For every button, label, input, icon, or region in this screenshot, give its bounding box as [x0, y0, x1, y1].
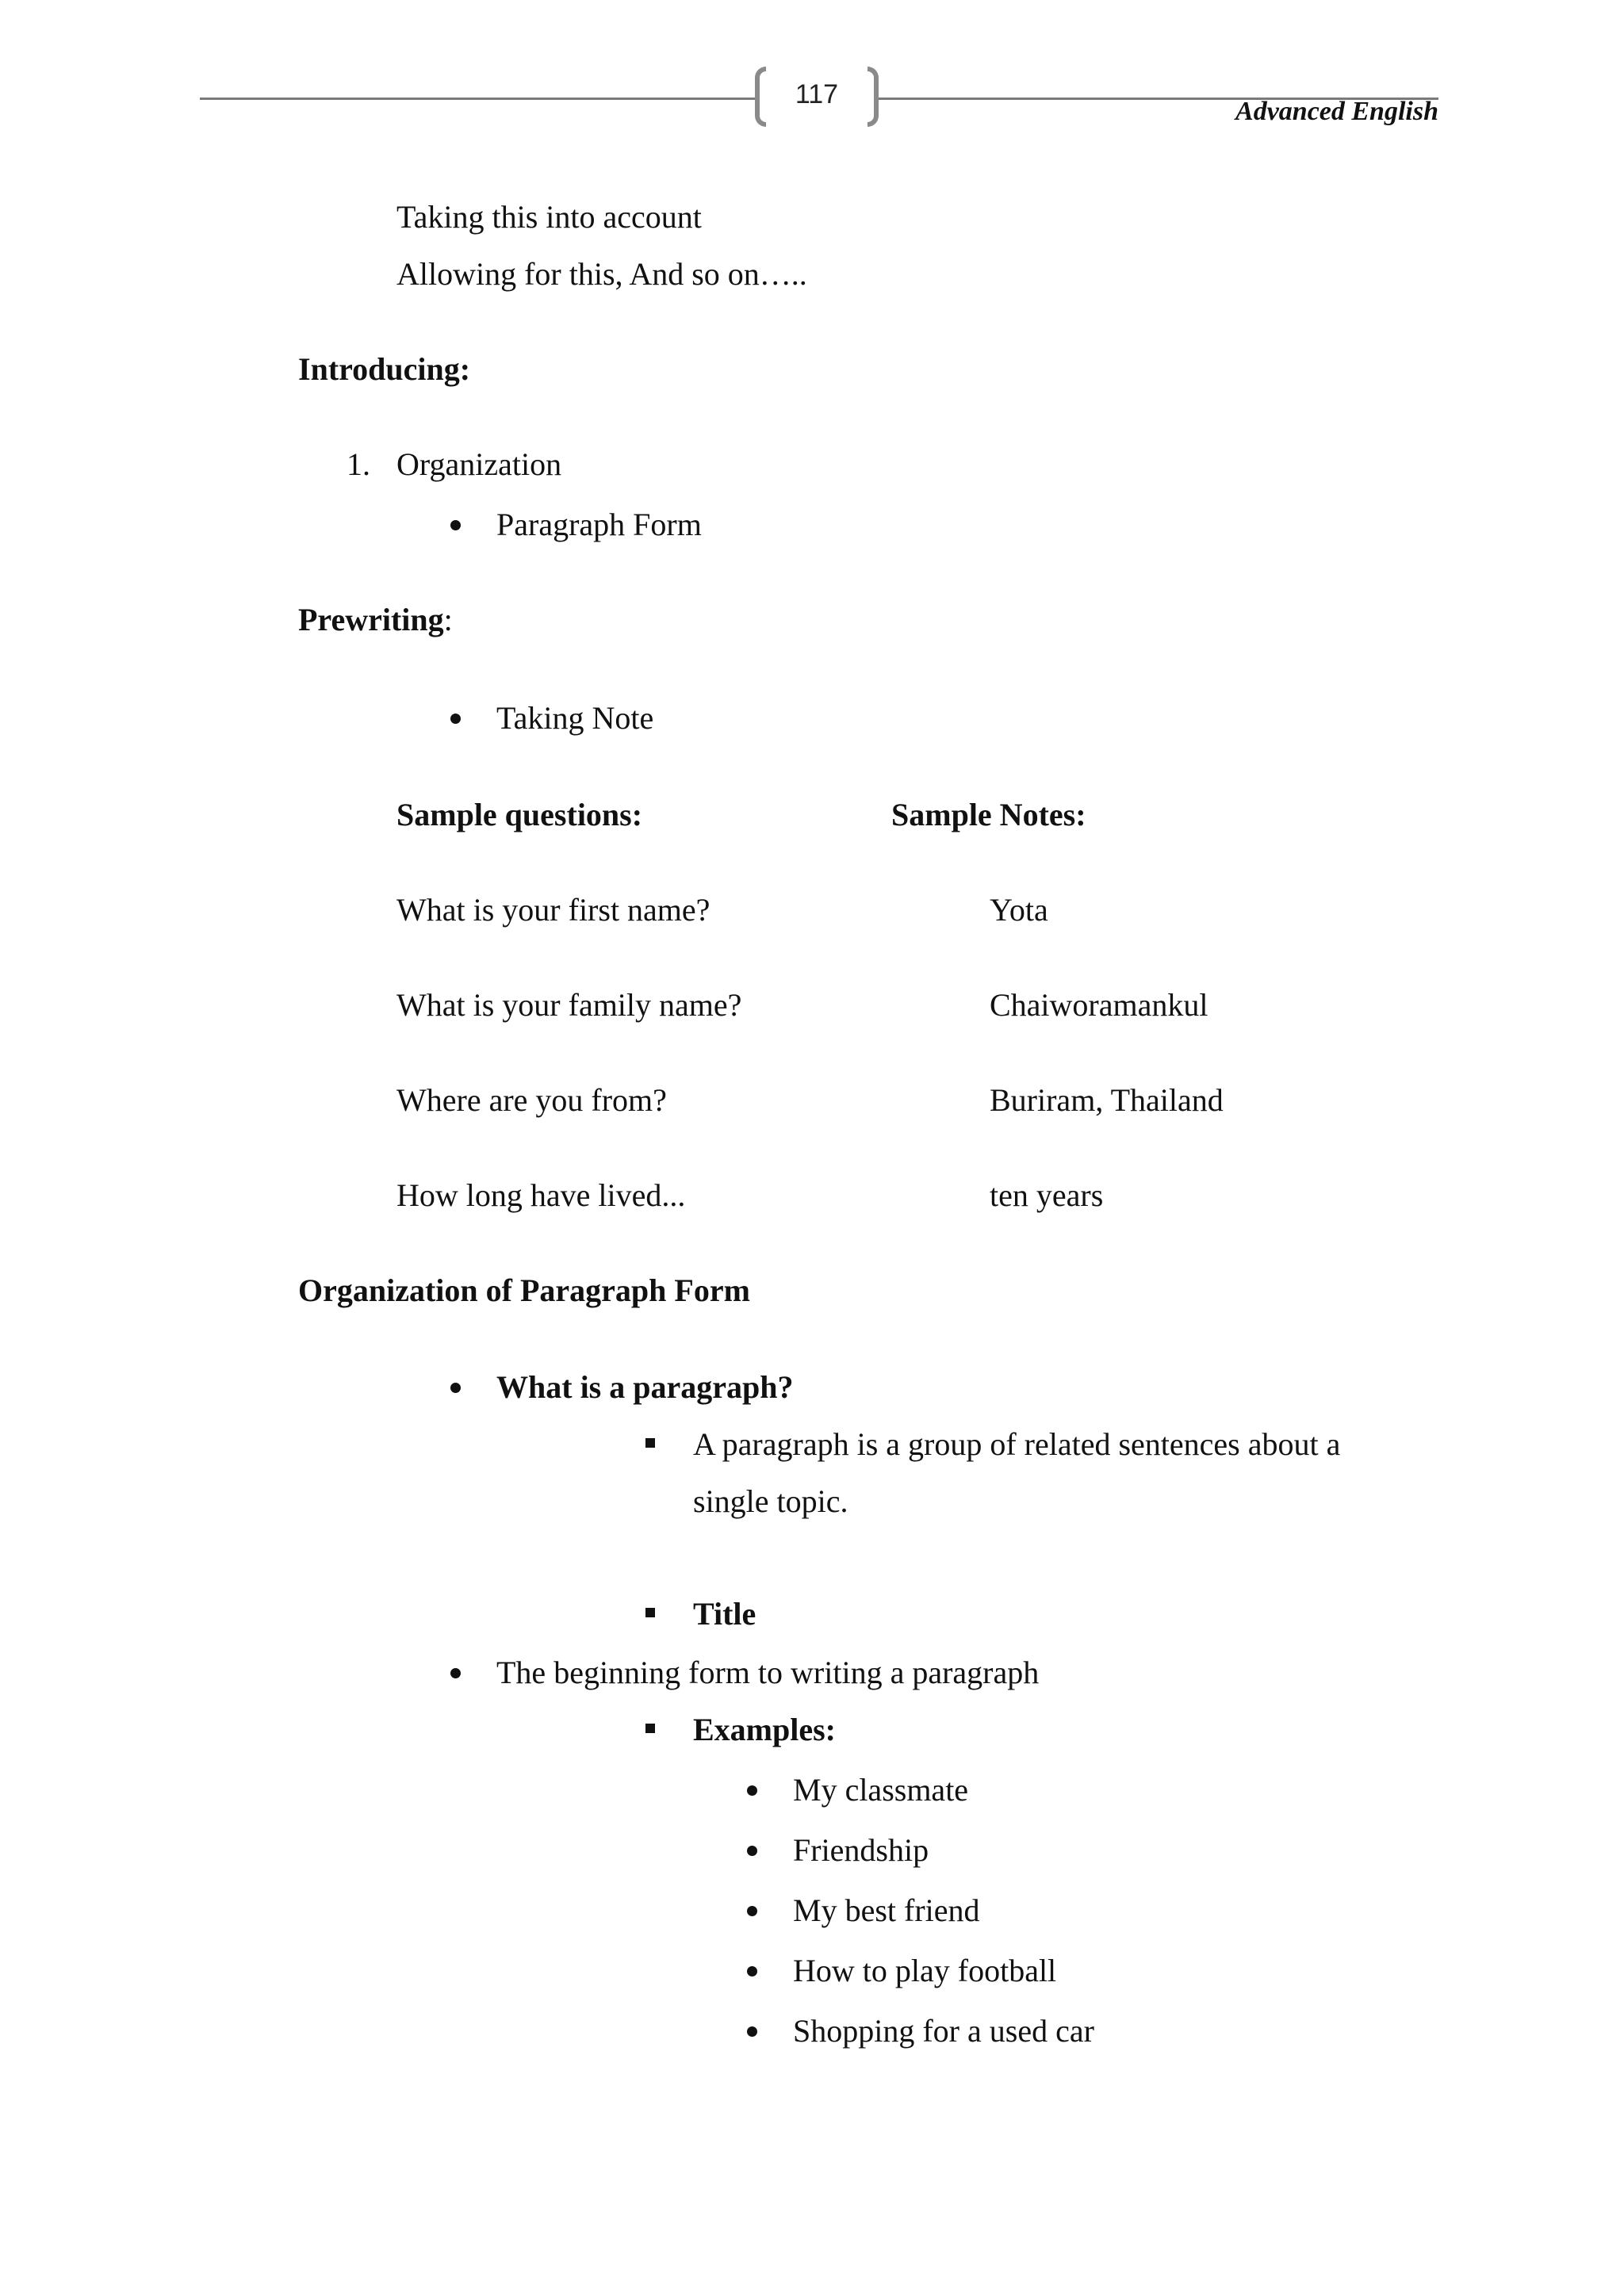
prewriting-heading: [298, 604, 453, 636]
example-item: Shopping for a used car: [793, 2013, 1094, 2049]
sample-note: Yota: [990, 892, 1048, 928]
paragraph-form-item: Paragraph Form: [496, 507, 702, 542]
example-item: Friendship: [793, 1832, 929, 1868]
example-item: My best friend: [793, 1892, 980, 1928]
organization-heading: Organization of Paragraph Form: [298, 1272, 750, 1308]
example-item: How to play football: [793, 1953, 1057, 1988]
bullet-icon: [747, 1966, 757, 1976]
bullet-icon: [450, 1383, 461, 1393]
page-number: 117: [795, 79, 839, 109]
what-is-paragraph: What is a paragraph?: [496, 1369, 794, 1405]
sample-question: How long have lived...: [396, 1177, 686, 1213]
example-item: My classmate: [793, 1772, 969, 1808]
sample-question: What is your family name?: [396, 987, 742, 1023]
sample-questions-header: Sample questions:: [396, 797, 643, 832]
bullet-icon: [450, 520, 461, 530]
sample-note: Chaiworamankul: [990, 987, 1208, 1023]
title-label: Title: [693, 1596, 756, 1632]
sample-question: Where are you from?: [396, 1082, 667, 1118]
intro-line-1: Taking this into account: [396, 199, 702, 235]
square-bullet-icon: [645, 1724, 655, 1733]
sample-note: Buriram, Thailand: [990, 1082, 1224, 1118]
right-bracket-ornament: [868, 67, 879, 127]
sample-notes-header: Sample Notes:: [891, 797, 1086, 832]
sample-note: ten years: [990, 1177, 1104, 1213]
bullet-icon: [450, 1668, 461, 1678]
bullet-icon: [747, 1906, 757, 1916]
taking-note-item: Taking Note: [496, 700, 654, 736]
definition-line-2: single topic.: [693, 1483, 848, 1519]
bullet-icon: [747, 1785, 757, 1796]
sample-question: What is your first name?: [396, 892, 710, 928]
bullet-icon: [450, 714, 461, 724]
bullet-icon: [747, 1846, 757, 1856]
bullet-icon: [747, 2026, 757, 2037]
introducing-heading: Introducing:: [298, 351, 471, 387]
list-number: 1.: [347, 446, 370, 482]
organization-item: Organization: [396, 446, 562, 482]
square-bullet-icon: [645, 1438, 655, 1448]
definition-line-1: A paragraph is a group of related sentences about a: [693, 1426, 1341, 1462]
left-bracket-ornament: [755, 67, 766, 127]
prewriting-heading-label: Prewriting: [298, 602, 444, 637]
examples-label: Examples:: [693, 1712, 836, 1747]
beginning-form-item: The beginning form to writing a paragraph: [496, 1655, 1040, 1690]
header-rule-left: [200, 98, 755, 100]
running-title: Advanced English: [1235, 97, 1438, 126]
square-bullet-icon: [645, 1608, 655, 1617]
intro-line-2: Allowing for this, And so on…..: [396, 256, 807, 292]
prewriting-heading-colon: :: [443, 602, 453, 637]
